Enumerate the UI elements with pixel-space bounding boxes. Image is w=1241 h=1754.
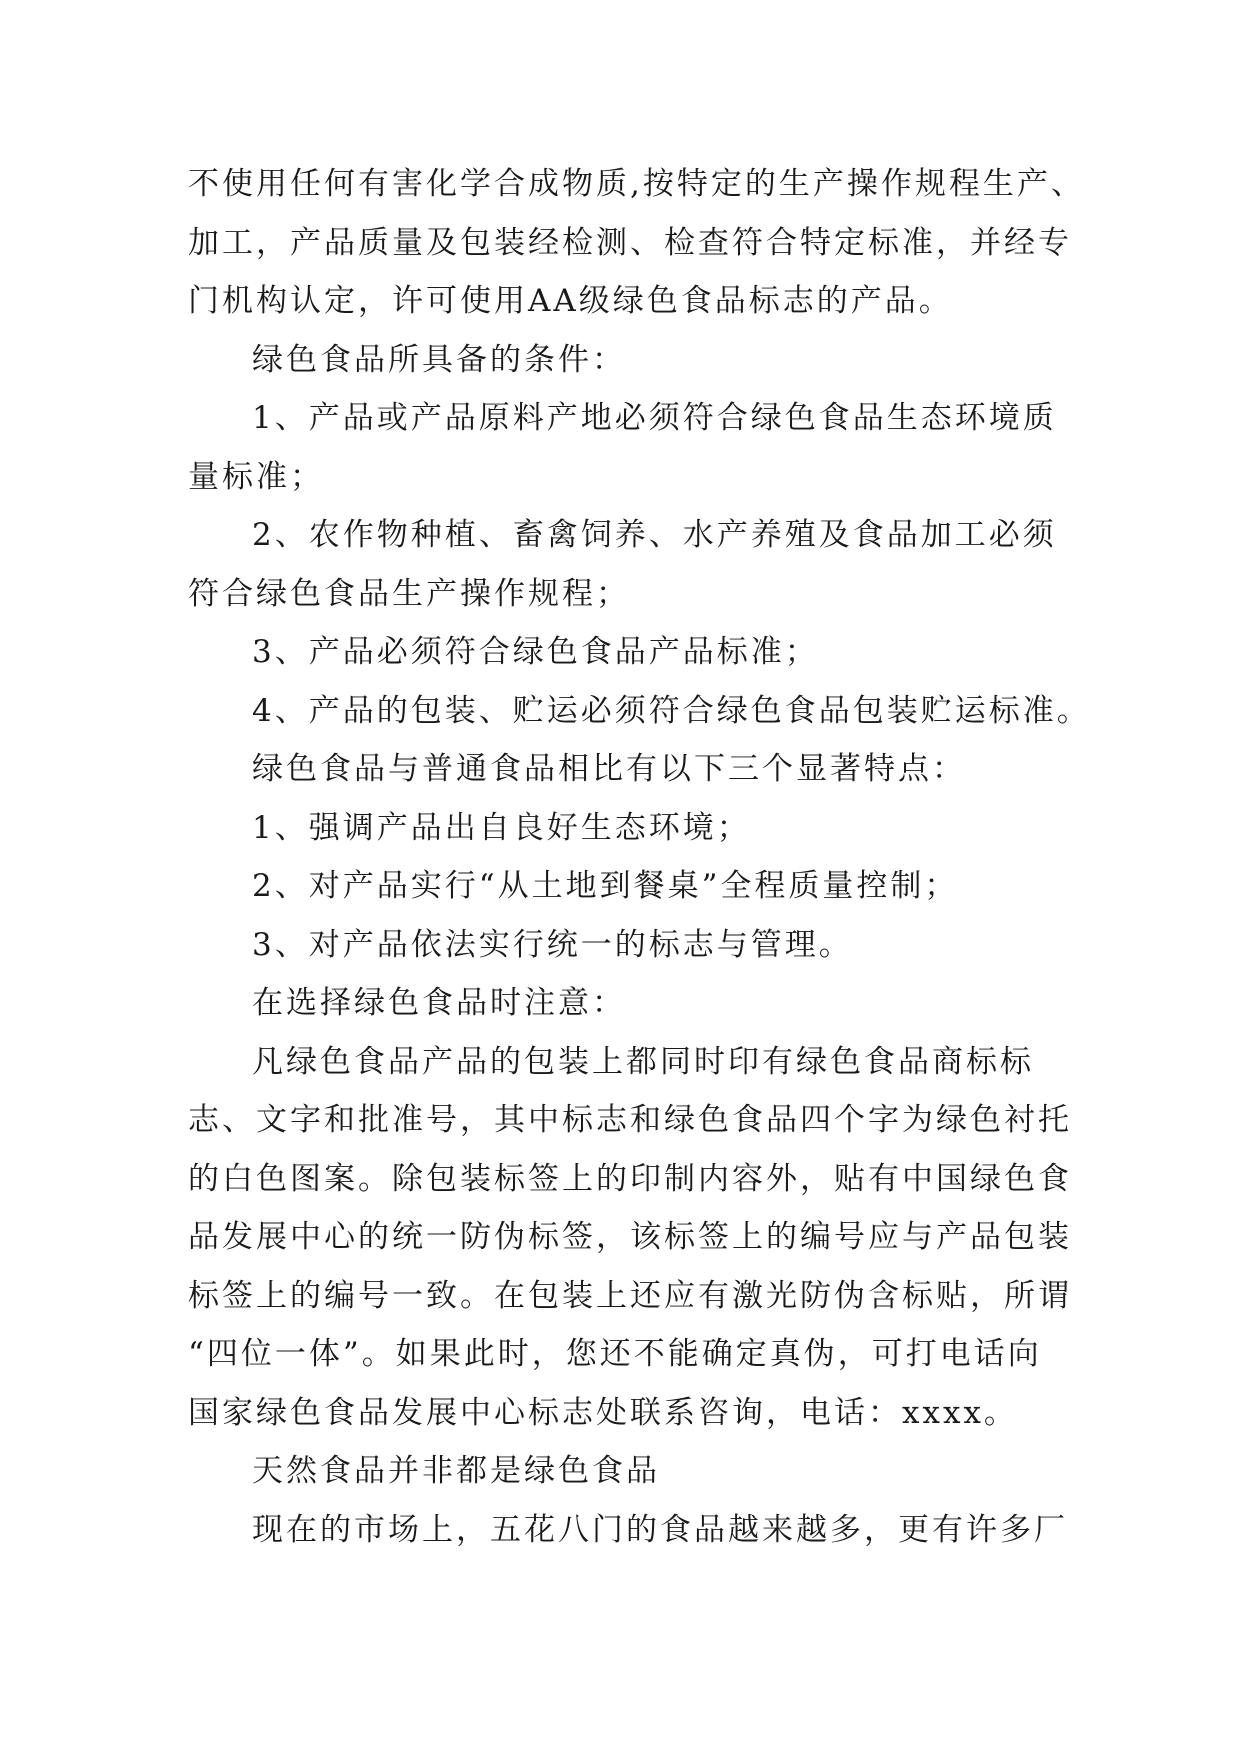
text-line: 门机构认定，许可使用AA级绿色食品标志的产品。 bbox=[188, 283, 953, 319]
section-heading: 天然食品并非都是绿色食品 bbox=[252, 1453, 660, 1489]
text-line: 符合绿色食品生产操作规程； bbox=[188, 575, 630, 612]
list-item: 2、农作物种植、畜禽饲养、水产养殖及食品加工必须 bbox=[252, 517, 1057, 553]
text-line: 量标准； bbox=[188, 458, 324, 495]
list-item: 1、产品或产品原料产地必须符合绿色食品生态环境质 bbox=[252, 400, 1057, 436]
section-heading: 在选择绿色食品时注意： bbox=[252, 985, 626, 1021]
paragraph-start: 现在的市场上，五花八门的食品越来越多，更有许多厂 bbox=[252, 1511, 1068, 1548]
text-line: “四位一体”。如果此时，您还不能确定真伪，可打电话向 bbox=[188, 1336, 1042, 1372]
text-line: 志、文字和批准号，其中标志和绿色食品四个字为绿色衬托 bbox=[188, 1102, 1072, 1138]
document-body bbox=[188, 155, 1091, 1559]
text-line: 加工，产品质量及包装经检测、检查符合特定标准，并经专 bbox=[188, 224, 1072, 261]
section-heading: 绿色食品与普通食品相比有以下三个显著特点： bbox=[252, 751, 966, 787]
text-line: 标签上的编号一致。在包装上还应有激光防伪含标贴，所谓 bbox=[188, 1277, 1072, 1314]
list-item: 1、强调产品出自良好生态环境； bbox=[252, 809, 751, 846]
list-item: 2、对产品实行“从土地到餐桌”全程质量控制； bbox=[252, 868, 959, 904]
text-line: 不使用任何有害化学合成物质,按特定的生产操作规程生产、 bbox=[188, 166, 1085, 202]
list-item: 3、对产品依法实行统一的标志与管理。 bbox=[252, 926, 853, 963]
list-item: 4、产品的包装、贮运必须符合绿色食品包装贮运标准。 bbox=[252, 692, 1091, 729]
section-heading: 绿色食品所具备的条件： bbox=[252, 341, 626, 378]
text-line: 国家绿色食品发展中心标志处联系咨询，电话：xxxx。 bbox=[188, 1394, 1018, 1431]
text-line: 的白色图案。除包装标签上的印制内容外，贴有中国绿色食 bbox=[188, 1160, 1072, 1197]
paragraph-start: 凡绿色食品产品的包装上都同时印有绿色食品商标标 bbox=[252, 1043, 1034, 1080]
text-line: 品发展中心的统一防伪标签，该标签上的编号应与产品包装 bbox=[188, 1219, 1072, 1255]
list-item: 3、产品必须符合绿色食品产品标准； bbox=[252, 634, 819, 670]
